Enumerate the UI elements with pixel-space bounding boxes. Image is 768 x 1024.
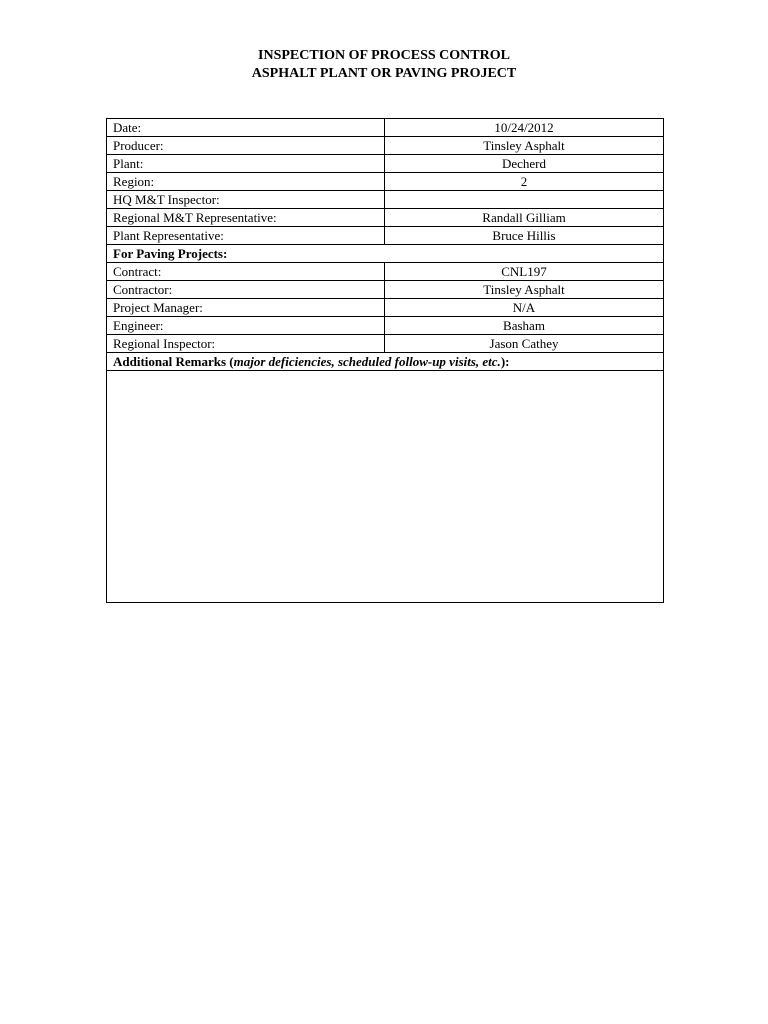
remarks-heading xyxy=(107,353,664,371)
field-value: Tinsley Asphalt xyxy=(385,281,664,299)
remarks-heading-end: ): xyxy=(500,354,510,369)
field-value: Randall Gilliam xyxy=(385,209,664,227)
remarks-heading-start: Additional Remarks ( xyxy=(113,354,234,369)
field-label: Regional Inspector: xyxy=(107,335,385,353)
field-label: Contract: xyxy=(107,263,385,281)
document-title-line-1: INSPECTION OF PROCESS CONTROL xyxy=(258,48,510,63)
form-row-regional-representative xyxy=(107,209,664,227)
document-title-line-2: ASPHALT PLANT OR PAVING PROJECT xyxy=(251,66,517,81)
form-row-engineer xyxy=(107,317,664,335)
form-row-project-manager xyxy=(107,299,664,317)
remarks-heading-italic: major deficiencies, scheduled follow-up visits, etc. xyxy=(233,354,501,369)
field-label: Regional M&T Representative: xyxy=(107,209,385,227)
form-row-date xyxy=(107,119,664,137)
form-row-regional-inspector xyxy=(107,335,664,353)
remarks-body xyxy=(107,371,664,603)
remarks-body-row xyxy=(107,371,664,603)
field-value: Decherd xyxy=(385,155,664,173)
field-value: CNL197 xyxy=(385,263,664,281)
form-row-contractor xyxy=(107,281,664,299)
paving-section-heading: For Paving Projects: xyxy=(107,245,664,263)
field-label: Plant Representative: xyxy=(107,227,385,245)
field-label: Producer: xyxy=(107,137,385,155)
field-value: 2 xyxy=(385,173,664,191)
field-label: Project Manager: xyxy=(107,299,385,317)
field-label: HQ M&T Inspector: xyxy=(107,191,385,209)
field-label: Date: xyxy=(107,119,385,137)
field-value: N/A xyxy=(385,299,664,317)
field-value: 10/24/2012 xyxy=(385,119,664,137)
field-value: Jason Cathey xyxy=(385,335,664,353)
field-label: Contractor: xyxy=(107,281,385,299)
form-row-hq-inspector xyxy=(107,191,664,209)
inspection-form-table xyxy=(106,118,664,603)
field-value: Bruce Hillis xyxy=(385,227,664,245)
field-value: Tinsley Asphalt xyxy=(385,137,664,155)
form-row-contract xyxy=(107,263,664,281)
form-row-plant-representative xyxy=(107,227,664,245)
field-label: Region: xyxy=(107,173,385,191)
field-value xyxy=(385,191,664,209)
form-row-plant xyxy=(107,155,664,173)
remarks-header-row xyxy=(107,353,664,371)
form-row-producer xyxy=(107,137,664,155)
field-label: Engineer: xyxy=(107,317,385,335)
paving-section-header-row xyxy=(107,245,664,263)
field-label: Plant: xyxy=(107,155,385,173)
field-value: Basham xyxy=(385,317,664,335)
form-row-region xyxy=(107,173,664,191)
